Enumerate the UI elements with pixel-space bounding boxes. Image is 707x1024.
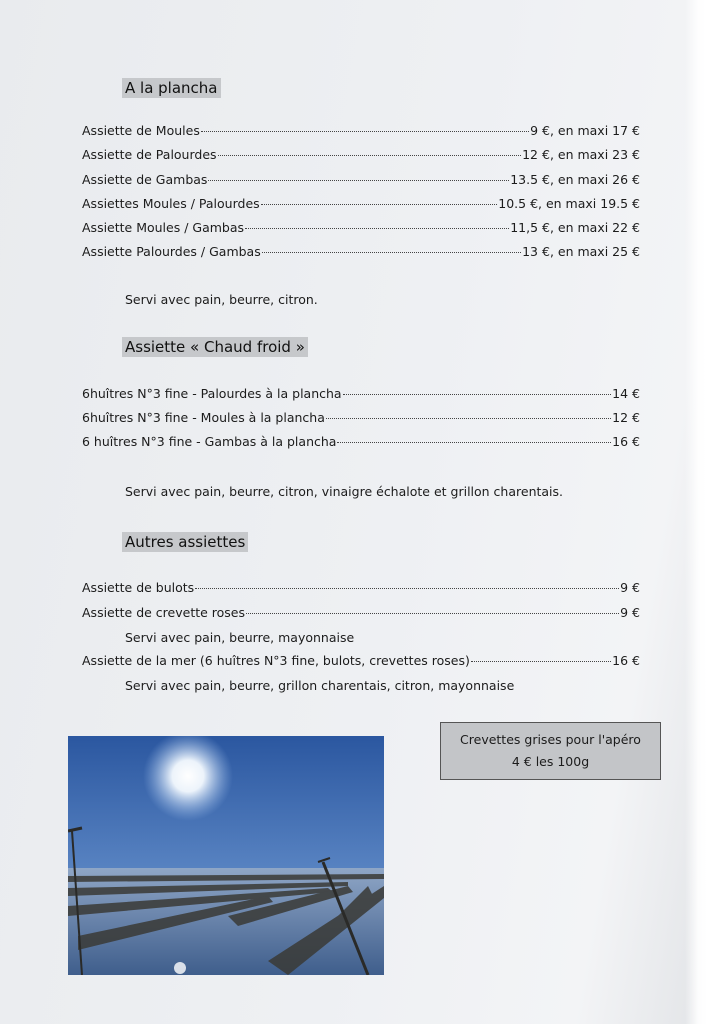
menu-item-price: 12 € bbox=[612, 410, 640, 425]
menu-item bbox=[82, 172, 640, 194]
section-title-chaud-froid: Assiette « Chaud froid » bbox=[122, 337, 308, 357]
menu-item-name: Assiette de Gambas bbox=[82, 172, 208, 187]
item-note: Servi avec pain, beurre, mayonnaise bbox=[125, 630, 355, 645]
menu-item-price: 9 € bbox=[620, 580, 640, 595]
menu-item bbox=[82, 580, 640, 602]
menu-item-name: 6huîtres N°3 fine - Moules à la plancha bbox=[82, 410, 325, 425]
section-title-autres: Autres assiettes bbox=[122, 532, 248, 552]
leader-dots bbox=[343, 394, 612, 395]
menu-item bbox=[82, 220, 640, 242]
menu-item-name: Assiette Moules / Gambas bbox=[82, 220, 245, 235]
menu-item bbox=[82, 147, 640, 169]
menu-item-price: 9 €, en maxi 17 € bbox=[530, 123, 640, 138]
menu-item-name: Assiette de bulots bbox=[82, 580, 195, 595]
menu-item-price: 13 €, en maxi 25 € bbox=[522, 244, 640, 259]
menu-item-name: 6 huîtres N°3 fine - Gambas à la plancha bbox=[82, 434, 337, 449]
menu-item-price: 13.5 €, en maxi 26 € bbox=[510, 172, 640, 187]
leader-dots bbox=[326, 418, 611, 419]
menu-item-name: Assiettes Moules / Palourdes bbox=[82, 196, 260, 211]
oyster-beds-photo bbox=[68, 736, 384, 975]
leader-dots bbox=[262, 252, 521, 253]
leader-dots bbox=[208, 180, 509, 181]
menu-item-name: Assiette de Moules bbox=[82, 123, 200, 138]
menu-item-name: Assiette de Palourdes bbox=[82, 147, 217, 162]
menu-item bbox=[82, 434, 640, 456]
menu-item-price: 9 € bbox=[620, 605, 640, 620]
menu-item bbox=[82, 123, 640, 145]
leader-dots bbox=[471, 661, 611, 662]
apero-box-price: 4 € les 100g bbox=[511, 754, 590, 769]
menu-item-name: 6huîtres N°3 fine - Palourdes à la plancha bbox=[82, 386, 342, 401]
leader-dots bbox=[261, 204, 498, 205]
menu-item-price: 11,5 €, en maxi 22 € bbox=[510, 220, 640, 235]
leader-dots bbox=[337, 442, 611, 443]
menu-item bbox=[82, 386, 640, 408]
leader-dots bbox=[245, 228, 509, 229]
menu-item bbox=[82, 244, 640, 266]
item-note: Servi avec pain, beurre, grillon charentais, citron, mayonnaise bbox=[125, 678, 515, 693]
menu-item-price: 12 €, en maxi 23 € bbox=[522, 147, 640, 162]
menu-item-price: 14 € bbox=[612, 386, 640, 401]
apero-box bbox=[440, 722, 661, 780]
menu-item bbox=[82, 196, 640, 218]
leader-dots bbox=[218, 155, 522, 156]
menu-item bbox=[82, 605, 640, 627]
menu-item bbox=[82, 653, 640, 675]
apero-box-title: Crevettes grises pour l'apéro bbox=[460, 732, 641, 747]
menu-item-name: Assiette de la mer (6 huîtres N°3 fine, bulots, crevettes roses) bbox=[82, 653, 470, 668]
leader-dots bbox=[195, 588, 619, 589]
menu-item-price: 16 € bbox=[612, 434, 640, 449]
section-note: Servi avec pain, beurre, citron, vinaigre échalote et grillon charentais. bbox=[125, 484, 564, 499]
menu-item-name: Assiette Palourdes / Gambas bbox=[82, 244, 261, 259]
leader-dots bbox=[246, 613, 619, 614]
menu-item bbox=[82, 410, 640, 432]
menu-item-name: Assiette de crevette roses bbox=[82, 605, 246, 620]
menu-item-price: 10.5 €, en maxi 19.5 € bbox=[498, 196, 640, 211]
section-title-plancha: A la plancha bbox=[122, 78, 221, 98]
section-note: Servi avec pain, beurre, citron. bbox=[125, 292, 318, 307]
page-edge-reflection bbox=[685, 0, 707, 1024]
leader-dots bbox=[201, 131, 529, 132]
menu-item-price: 16 € bbox=[612, 653, 640, 668]
